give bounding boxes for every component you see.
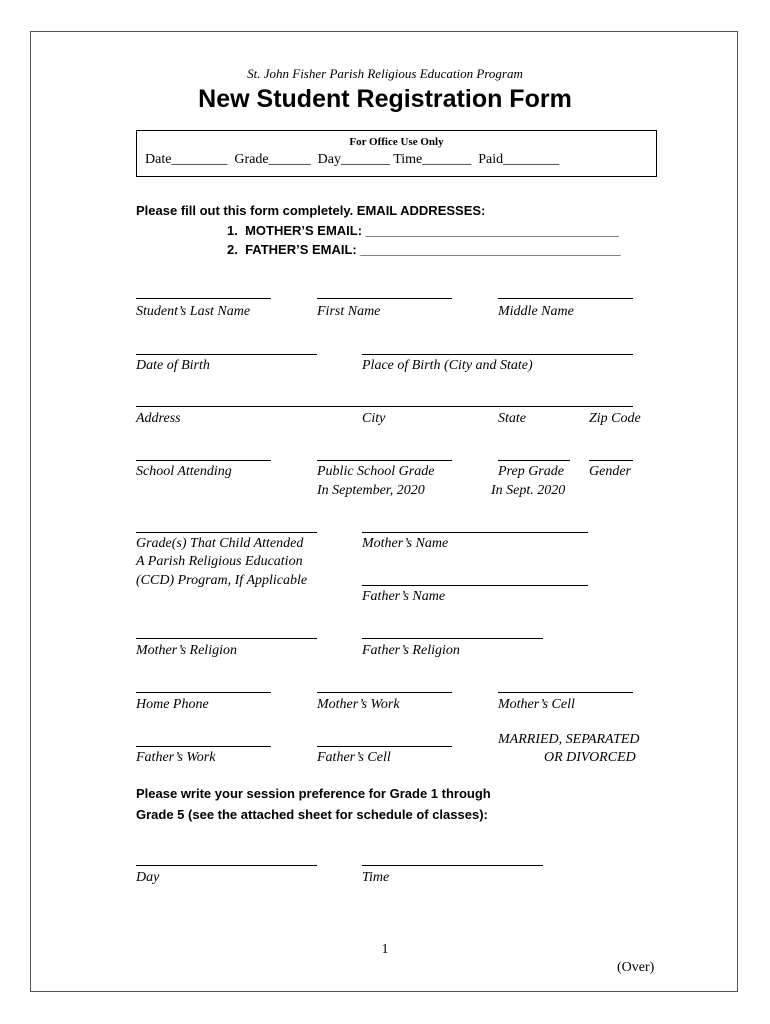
session-day-label: Day xyxy=(136,870,160,885)
last-name-line[interactable] xyxy=(136,298,271,299)
date-of-birth-line[interactable] xyxy=(136,354,317,355)
fathers-religion-label: Father’s Religion xyxy=(362,643,460,658)
over-indicator: (Over) xyxy=(617,960,655,975)
form-title: New Student Registration Form xyxy=(198,85,572,113)
first-name-line[interactable] xyxy=(317,298,452,299)
public-school-grade-line[interactable] xyxy=(317,460,452,461)
instructions-intro: Please fill out this form completely. EMAIL ADDRESSES: xyxy=(136,203,486,218)
school-attending-line[interactable] xyxy=(136,460,271,461)
home-phone-line[interactable] xyxy=(136,692,271,693)
gender-label: Gender xyxy=(589,464,631,479)
session-instructions-1: Please write your session preference for Grade 1 through xyxy=(136,786,491,801)
city-label: City xyxy=(362,411,386,426)
home-phone-label: Home Phone xyxy=(136,697,209,712)
program-name: St. John Fisher Parish Religious Education Program xyxy=(247,66,523,81)
first-name-label: First Name xyxy=(317,304,381,319)
page-number: 1 xyxy=(381,942,389,957)
prep-grade-label-2: In Sept. 2020 xyxy=(491,483,566,498)
fathers-cell-line[interactable] xyxy=(317,746,452,747)
public-school-grade-label-2: In September, 2020 xyxy=(317,483,425,498)
mothers-name-label: Mother’s Name xyxy=(362,536,449,551)
marital-status-label-2: OR DIVORCED xyxy=(544,750,636,765)
mothers-religion-label: Mother’s Religion xyxy=(136,643,237,658)
mothers-name-line[interactable] xyxy=(362,532,588,533)
fathers-religion-line[interactable] xyxy=(362,638,543,639)
last-name-label: Student’s Last Name xyxy=(136,304,251,319)
session-instructions-2: Grade 5 (see the attached sheet for schedule of classes): xyxy=(136,807,488,822)
session-time-line[interactable] xyxy=(362,865,543,866)
office-use-fields[interactable]: Date________ Grade______ Day_______ Time_______ Paid________ xyxy=(145,152,560,167)
mothers-work-label: Mother’s Work xyxy=(317,697,400,712)
mothers-cell-label: Mother’s Cell xyxy=(498,697,575,712)
prep-grade-line[interactable] xyxy=(498,460,570,461)
fathers-name-label: Father’s Name xyxy=(362,589,446,604)
zip-code-label: Zip Code xyxy=(589,411,641,426)
session-day-line[interactable] xyxy=(136,865,317,866)
mothers-cell-line[interactable] xyxy=(498,692,633,693)
public-school-grade-label: Public School Grade xyxy=(317,464,435,479)
fathers-cell-label: Father’s Cell xyxy=(317,750,391,765)
fathers-work-label: Father’s Work xyxy=(136,750,216,765)
place-of-birth-label: Place of Birth (City and State) xyxy=(362,358,533,373)
address-line[interactable] xyxy=(136,406,633,407)
mother-email-field[interactable]: 1. MOTHER’S EMAIL: ___________________________________ xyxy=(227,223,619,238)
marital-status-label: MARRIED, SEPARATED xyxy=(498,732,640,747)
place-of-birth-line[interactable] xyxy=(362,354,633,355)
state-label: State xyxy=(498,411,526,426)
mothers-religion-line[interactable] xyxy=(136,638,317,639)
middle-name-label: Middle Name xyxy=(498,304,574,319)
session-time-label: Time xyxy=(362,870,390,885)
fathers-work-line[interactable] xyxy=(136,746,271,747)
grades-attended-label-2: A Parish Religious Education xyxy=(136,554,303,569)
date-of-birth-label: Date of Birth xyxy=(136,358,210,373)
office-use-title: For Office Use Only xyxy=(349,136,444,148)
grades-attended-label: Grade(s) That Child Attended xyxy=(136,536,304,551)
address-label: Address xyxy=(136,411,181,426)
gender-line[interactable] xyxy=(589,460,633,461)
prep-grade-label: Prep Grade xyxy=(498,464,564,479)
middle-name-line[interactable] xyxy=(498,298,633,299)
mothers-work-line[interactable] xyxy=(317,692,452,693)
father-email-field[interactable]: 2. FATHER’S EMAIL: ____________________________________ xyxy=(227,242,621,257)
grades-attended-line[interactable] xyxy=(136,532,317,533)
school-attending-label: School Attending xyxy=(136,464,232,479)
grades-attended-label-3: (CCD) Program, If Applicable xyxy=(136,573,308,588)
fathers-name-line[interactable] xyxy=(362,585,588,586)
